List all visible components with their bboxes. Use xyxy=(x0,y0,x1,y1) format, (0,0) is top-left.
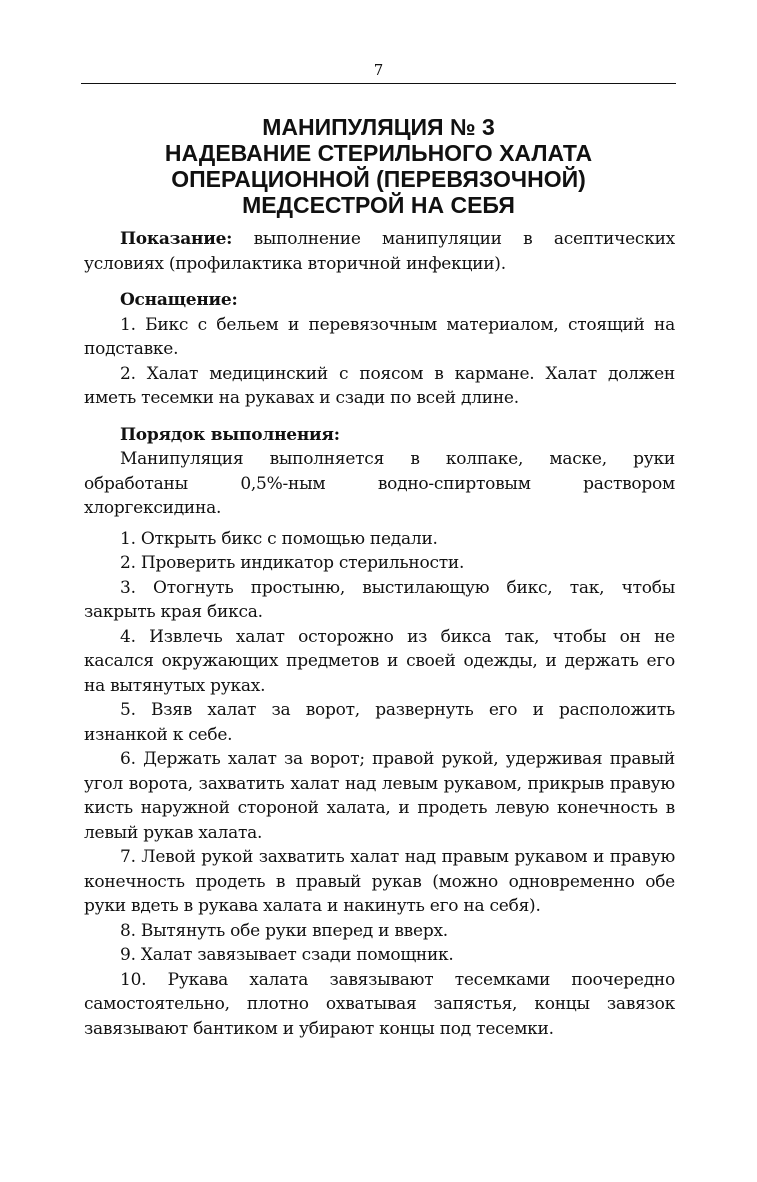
header-rule xyxy=(81,83,676,84)
equipment-item: 1. Бикс с бельем и перевязочным материалом, стоящий на подставке. xyxy=(84,314,675,359)
procedure-step: 10. Рукава халата завязывают тесемками поочередно самостоятельно, плотно охватывая запястья, концы завязок завязывают бантиком и убирают концы под тесемки. xyxy=(84,969,675,1039)
page-number: 7 xyxy=(373,61,384,79)
title-line-2: НАДЕВАНИЕ СТЕРИЛЬНОГО ХАЛАТА xyxy=(164,140,593,166)
procedure-step: 8. Вытянуть обе руки вперед и вверх. xyxy=(120,920,448,941)
procedure-heading: Порядок выполнения: xyxy=(120,424,340,445)
indication-label: Показание: xyxy=(120,229,233,249)
title-line-4: МЕДСЕСТРОЙ НА СЕБЯ xyxy=(242,192,515,218)
procedure-step: 9. Халат завязывает сзади помощник. xyxy=(120,945,454,965)
title-line-3: ОПЕРАЦИОННОЙ (ПЕРЕВЯЗОЧНОЙ) xyxy=(171,166,586,192)
indication-text: выполнение манипуляции в асептических условиях (профилактика вторичной инфекции). xyxy=(84,229,675,274)
title-line-1: МАНИПУЛЯЦИЯ № 3 xyxy=(262,114,495,140)
equipment-item: 2. Халат медицинский с поясом в кармане. Халат должен иметь тесемки на рукавах и сзади по всей длине. xyxy=(84,363,675,408)
manipulation-title xyxy=(81,114,676,218)
procedure-step: 2. Проверить индикатор стерильности. xyxy=(120,553,465,573)
procedure-step: 6. Держать халат за ворот; правой рукой, удерживая правый угол ворота, захватить халат над левым рукавом, прикрыв правую кисть наружной стороной халата, и продеть левую конечность в левый рукав халата. xyxy=(84,749,675,843)
indication-paragraph xyxy=(84,227,675,276)
procedure-step: 7. Левой рукой захватить халат над правым рукавом и правую конечность продеть в правый рукав (можно одновременно обе руки вдеть в рукава халата и накинуть его на себя). xyxy=(84,847,675,916)
body-text xyxy=(84,227,675,1041)
equipment-heading: Оснащение: xyxy=(120,290,238,310)
procedure-intro: Манипуляция выполняется в колпаке, маске, руки обработаны 0,5%-ным водно-спиртовым раствором хлоргексидина. xyxy=(84,449,675,518)
procedure-step: 1. Открыть бикс с помощью педали. xyxy=(120,528,438,549)
procedure-step: 5. Взяв халат за ворот, развернуть его и расположить изнанкой к себе. xyxy=(84,700,675,745)
procedure-step: 4. Извлечь халат осторожно из бикса так, чтобы он не касался окружающих предметов и своей одежды, и держать его на вытянутых руках. xyxy=(84,626,675,696)
procedure-step: 3. Отогнуть простыню, выстилающую бикс, так, чтобы закрыть края бикса. xyxy=(84,577,675,622)
